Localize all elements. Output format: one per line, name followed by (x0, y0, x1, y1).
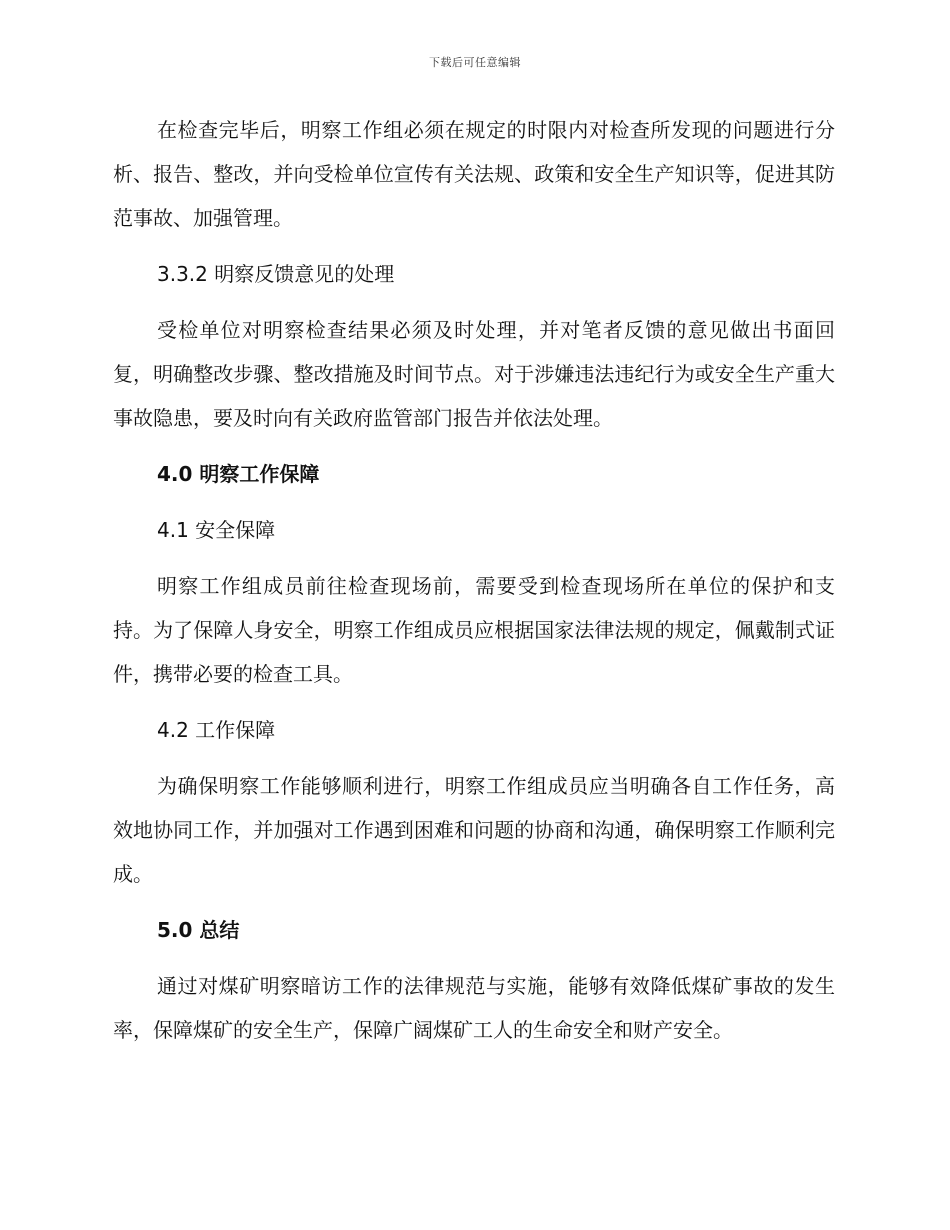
paragraph-safety-guarantee: 明察工作组成员前往检查现场前，需要受到检查现场所在单位的保护和支持。为了保障人身安全，明察工作组成员应根据国家法律法规的规定，佩戴制式证件，携带必要的检查工具。 (113, 574, 835, 686)
document-body (113, 108, 835, 1064)
heading-4-1: 4.1 安全保障 (157, 518, 276, 542)
paragraph-feedback-handling: 受检单位对明察检查结果必须及时处理，并对笔者反馈的意见做出书面回复，明确整改步骤、整改措施及时间节点。对于涉嫌违法违纪行为或安全生产重大事故隐患，要及时向有关政府监管部门报告并依法处理。 (113, 318, 835, 430)
paragraph-inspection-followup: 在检查完毕后，明察工作组必须在规定的时限内对检查所发现的问题进行分析、报告、整改，并向受检单位宣传有关法规、政策和安全生产知识等，促进其防范事故、加强管理。 (113, 118, 835, 230)
header-note: 下载后可任意编辑 (429, 56, 521, 69)
heading-4-0: 4.0 明察工作保障 (157, 462, 320, 486)
heading-5-0: 5.0 总结 (157, 918, 240, 942)
paragraph-summary: 通过对煤矿明察暗访工作的法律规范与实施，能够有效降低煤矿事故的发生率，保障煤矿的安全生产，保障广阔煤矿工人的生命安全和财产安全。 (113, 974, 835, 1042)
heading-3-3-2: 3.3.2 明察反馈意见的处理 (157, 262, 395, 286)
heading-4-2: 4.2 工作保障 (157, 718, 276, 742)
paragraph-work-guarantee: 为确保明察工作能够顺利进行，明察工作组成员应当明确各自工作任务，高效地协同工作，并加强对工作遇到困难和问题的协商和沟通，确保明察工作顺利完成。 (113, 774, 835, 886)
